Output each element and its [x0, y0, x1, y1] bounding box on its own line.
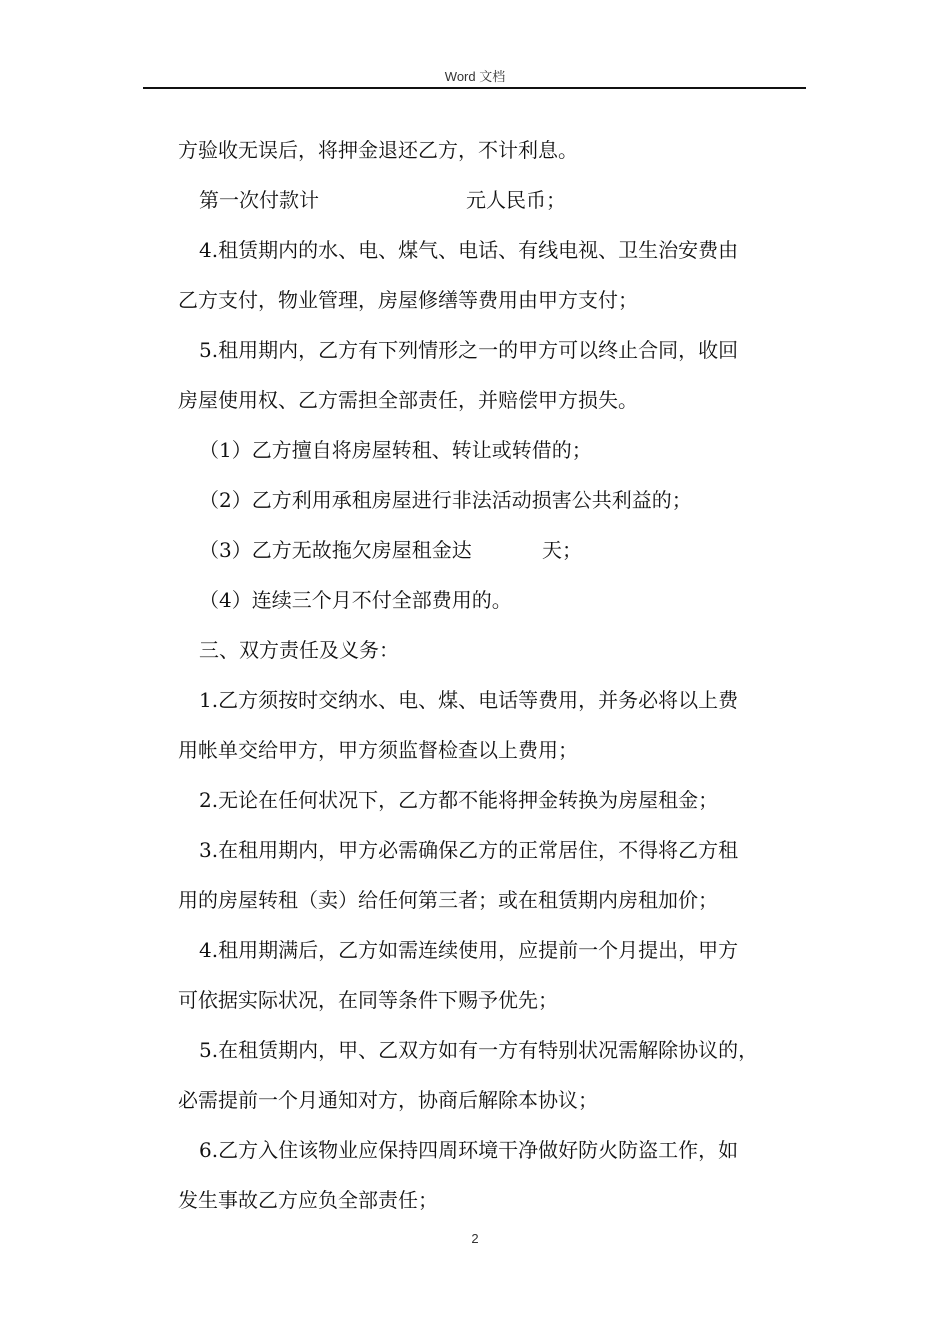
page-header: Word 文档: [444, 69, 506, 84]
section-heading: 三、双方责任及义务：: [199, 638, 399, 662]
body-line: 天；: [542, 538, 582, 562]
header-divider: [143, 87, 806, 89]
body-line: 必需提前一个月通知对方，协商后解除本协议；: [178, 1088, 598, 1112]
body-line: 4.租用期满后，乙方如需连续使用，应提前一个月提出，甲方: [199, 938, 739, 962]
body-line: 房屋使用权、乙方需担全部责任，并赔偿甲方损失。: [178, 388, 638, 412]
body-line: （4）连续三个月不付全部费用的。: [199, 588, 512, 612]
body-line: 用帐单交给甲方，甲方须监督检查以上费用；: [178, 738, 578, 762]
body-line: 5.租用期内，乙方有下列情形之一的甲方可以终止合同，收回: [199, 338, 739, 362]
body-line: 1.乙方须按时交纳水、电、煤、电话等费用，并务必将以上费: [199, 688, 739, 712]
body-line: 第一次付款计: [199, 188, 319, 212]
body-line: 可依据实际状况，在同等条件下赐予优先；: [178, 988, 558, 1012]
body-line: 发生事故乙方应负全部责任；: [178, 1188, 438, 1212]
body-line: （1）乙方擅自将房屋转租、转让或转借的；: [199, 438, 592, 462]
body-line: 用的房屋转租（卖）给任何第三者；或在租赁期内房租加价；: [178, 888, 718, 912]
body-line: 乙方支付，物业管理，房屋修缮等费用由甲方支付；: [178, 288, 638, 312]
page-number: 2: [471, 1231, 479, 1246]
body-line: 3.在租用期内，甲方必需确保乙方的正常居住，不得将乙方租: [199, 838, 739, 862]
body-line: （3）乙方无故拖欠房屋租金达: [199, 538, 472, 562]
body-line: 2.无论在任何状况下，乙方都不能将押金转换为房屋租金；: [199, 788, 719, 812]
body-line: 6.乙方入住该物业应保持四周环境干净做好防火防盗工作，如: [199, 1138, 739, 1162]
body-line: 4.租赁期内的水、电、煤气、电话、有线电视、卫生治安费由: [199, 238, 739, 262]
body-line: 元人民币；: [466, 188, 566, 212]
body-line: 5.在租赁期内，甲、乙双方如有一方有特别状况需解除协议的，: [199, 1038, 759, 1062]
body-line: （2）乙方利用承租房屋进行非法活动损害公共利益的；: [199, 488, 692, 512]
body-line: 方验收无误后，将押金退还乙方，不计利息。: [178, 138, 578, 162]
